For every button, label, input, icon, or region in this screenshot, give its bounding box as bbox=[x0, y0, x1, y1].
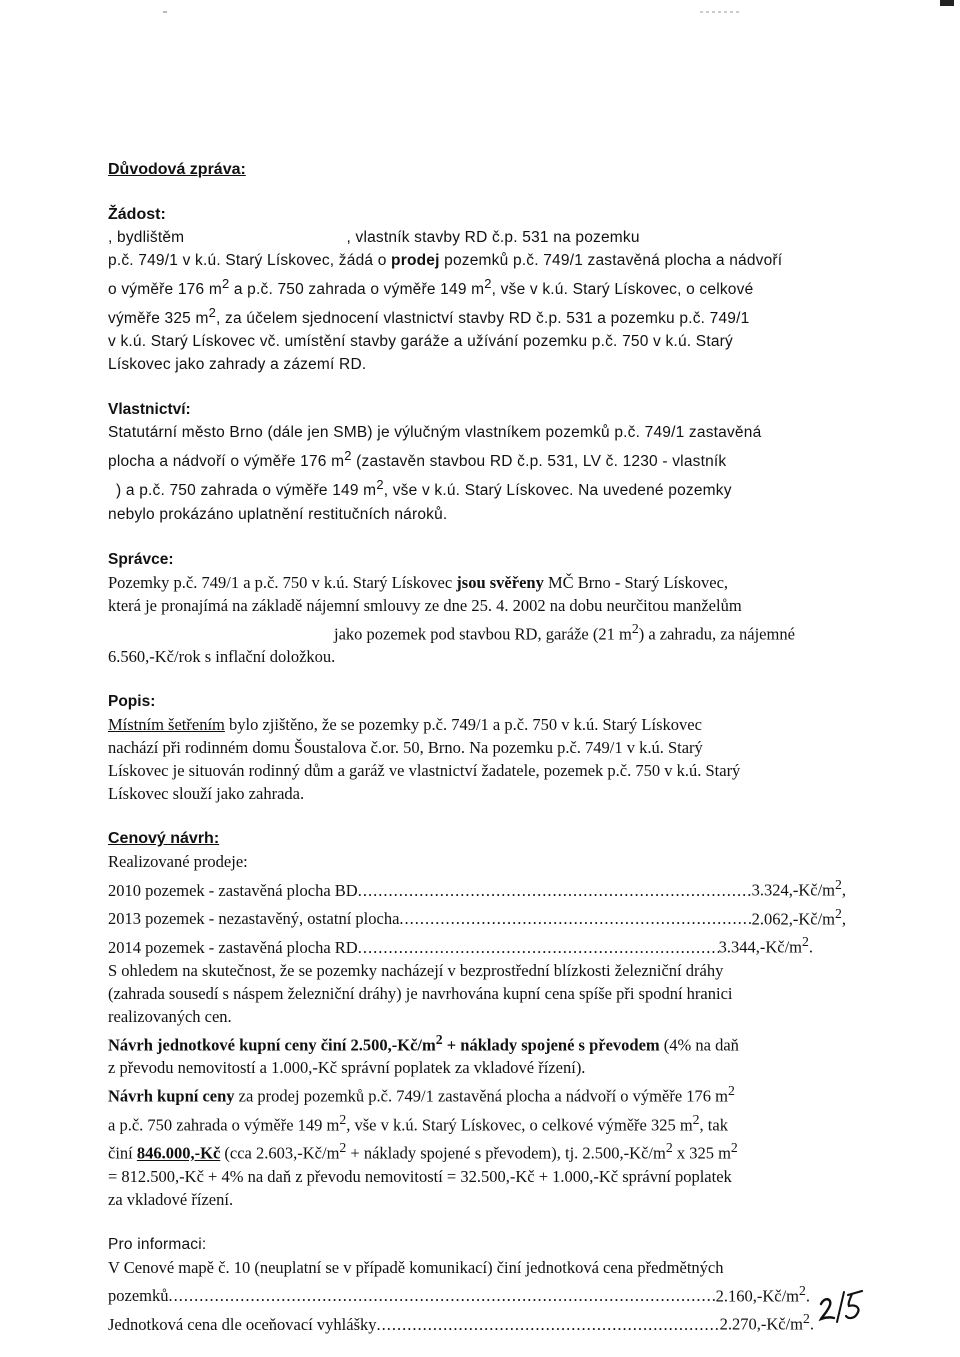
spravce-line-1: Pozemky p.č. 749/1 a p.č. 750 v k.ú. Starý Lískovec jsou svěřeny MČ Brno - Starý Lískovec, bbox=[108, 572, 729, 592]
popis-line-4: Lískovec slouží jako zahrada. bbox=[108, 784, 305, 804]
justification-line-2: (zahrada sousedí s náspem železniční dráhy) je navrhována kupní cena spíše při spodní hranici bbox=[108, 983, 733, 1003]
document-body bbox=[108, 158, 846, 1336]
section-heading-vlastnictvi: Vlastnictví: bbox=[108, 401, 191, 419]
vlastnictvi-line-3: ) a p.č. 750 zahrada o výměře 149 $m^2$, vše v k.ú. Starý Lískovec. Na uvedené pozemky bbox=[116, 477, 732, 500]
spravce-line-3: jako pozemek pod stavbou RD, garáže (21 $m^2$) a zahradu, za nájemné bbox=[334, 620, 795, 644]
section-heading-zadost: Žádost: bbox=[108, 206, 166, 223]
justification-line-3: realizovaných cen. bbox=[108, 1006, 232, 1026]
unit-price-proposal-line-2: z převodu nemovitostí a 1.000,-Kč správní poplatek za vkladové řízení). bbox=[108, 1058, 586, 1078]
vlastnictvi-line-1: Statutární město Brno (dále jen SMB) je výlučným vlastníkem pozemků p.č. 749/1 zastavěná bbox=[108, 424, 762, 442]
price-proposal-line-4: = 812.500,-Kč + 4% na daň z převodu nemovitostí = 32.500,-Kč + 1.000,-Kč správní poplatek bbox=[108, 1166, 732, 1186]
price-proposal-line-1: Návrh kupní ceny za prodej pozemků p.č. 749/1 zastavěná plocha a nádvoří o výměře 176 $m^2$ bbox=[108, 1083, 735, 1106]
sale-row-2014: 2014 pozemek - zastavěná plocha RD ..... $3.344,-Kč/m^2$. bbox=[108, 930, 813, 959]
informace-row-cenova-mapa: pozemků ..... $2.160,-Kč/m^2$. bbox=[108, 1279, 810, 1308]
zadost-line-6: Lískovec jako zahrady a zázemí RD. bbox=[108, 356, 367, 374]
justification-line-1: S ohledem na skutečnost, že se pozemky nacházejí v bezprostřední blízkosti železniční dráhy bbox=[108, 960, 724, 980]
price-proposal-line-2: a p.č. 750 zahrada o výměře 149 $m^2$, vše v k.ú. Starý Lískovec, o celkové výměře 325 $m^2$, tak bbox=[108, 1111, 728, 1135]
informace-line-1: V Cenové mapě č. 10 (neuplatní se v případě komunikací) činí jednotková cena předmětných bbox=[108, 1257, 724, 1277]
scan-corner-mark bbox=[940, 0, 954, 6]
zadost-line-4: výměře 325 $m^2$, za účelem sjednocení vlastnictví stavby RD č.p. 531 a pozemku p.č. 749/1 bbox=[108, 305, 750, 328]
sale-row-2010: 2010 pozemek - zastavěná plocha BD ..... $3.324,-Kč/m^2$, bbox=[108, 873, 846, 902]
section-heading-cenovy-navrh: Cenový návrh: bbox=[108, 830, 220, 848]
spravce-line-2: která je pronajímá na základě nájemní smlouvy ze dne 25. 4. 2002 na dobu neurčitou manželům bbox=[108, 595, 742, 615]
unit-price-proposal-line-1: Návrh jednotkové kupní ceny činí $2.500,-Kč/m^2$ + náklady spojené s převodem (4% na daň bbox=[108, 1031, 739, 1055]
scan-edge-marks bbox=[0, 0, 960, 6]
realizovane-prodeje-label: Realizované prodeje: bbox=[108, 852, 248, 872]
document-title: Důvodová zpráva: bbox=[108, 161, 246, 178]
zadost-line-3: o výměře 176 $m^2$ a p.č. 750 zahrada o výměře 149 $m^2$, vše v k.ú. Starý Lískovec, o celkové bbox=[108, 276, 754, 299]
zadost-paragraph: , bydlištěm , vlastník stavby RD č.p. 531 na pozemku bbox=[108, 229, 640, 246]
sale-row-2013: 2013 pozemek - nezastavěný, ostatní plocha ..... $2.062,-Kč/m^2$, bbox=[108, 902, 846, 931]
popis-line-1: Místním šetřením bylo zjištěno, že se pozemky p.č. 749/1 a p.č. 750 v k.ú. Starý Lískovec bbox=[108, 715, 702, 735]
vlastnictvi-line-4: nebylo prokázáno uplatnění restitučních nároků. bbox=[108, 505, 448, 523]
price-proposal-line-5: za vkladové řízení. bbox=[108, 1189, 234, 1209]
popis-line-2: nachází při rodinném domu Šoustalova č.or. 50, Brno. Na pozemku p.č. 749/1 v k.ú. Starý bbox=[108, 738, 703, 758]
section-heading-popis: Popis: bbox=[108, 693, 156, 711]
section-heading-spravce: Správce: bbox=[108, 550, 174, 568]
zadost-line-5: v k.ú. Starý Lískovec vč. umístění stavby garáže a užívání pozemku p.č. 750 v k.ú. Starý bbox=[108, 333, 733, 351]
informace-row-vyhlaska: Jednotková cena dle oceňovací vyhlášky ..... $2.270,-Kč/m^2$. bbox=[108, 1307, 814, 1336]
popis-line-3: Lískovec je situován rodinný dům a garáž ve vlastnictví žadatele, pozemek p.č. 750 v k.ú. Starý bbox=[108, 761, 741, 781]
spravce-line-4: 6.560,-Kč/rok s inflační doložkou. bbox=[108, 647, 336, 667]
section-heading-pro-informaci: Pro informaci: bbox=[108, 1235, 207, 1253]
zadost-line-2: p.č. 749/1 v k.ú. Starý Lískovec, žádá o prodej pozemků p.č. 749/1 zastavěná plocha a nádvoří bbox=[108, 252, 783, 269]
vlastnictvi-line-2: plocha a nádvoří o výměře 176 $m^2$ (zastavěn stavbou RD č.p. 531, LV č. 1230 - vlastník bbox=[108, 448, 727, 471]
handwritten-page-number bbox=[818, 1286, 868, 1324]
price-proposal-line-3: činí 846.000,-Kč (cca $2.603,-Kč/m^2$ + náklady spojené s převodem), tj. $2.500,-Kč/m^2$ x 325 $m^2$ bbox=[108, 1140, 738, 1163]
